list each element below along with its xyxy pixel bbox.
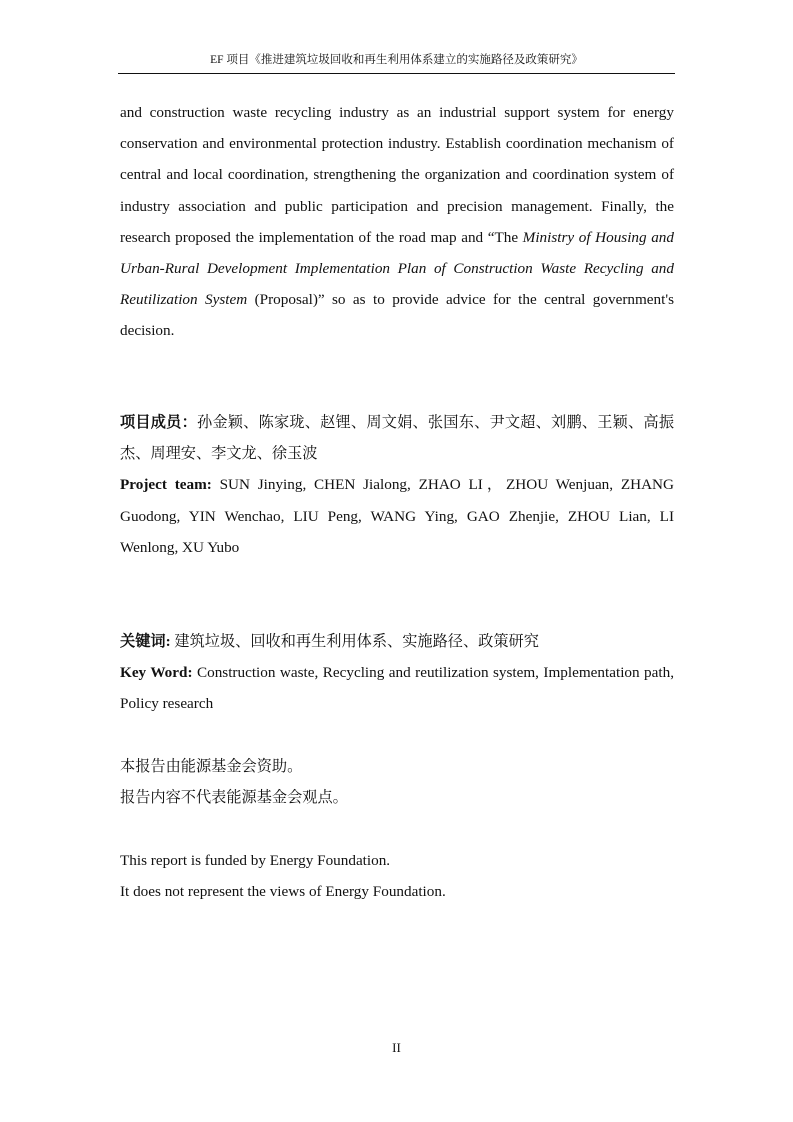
members-en-names: SUN Jinying, CHEN Jialong, ZHAO LI，ZHOU Wenjuan, ZHANG Guodong, YIN Wenchao, LIU Peng, WANG Ying, GAO Zhenjie, ZHOU Lian, LI Wenlong, XU Yubo — [120, 476, 674, 556]
members-cn-label: 项目成员： — [120, 414, 197, 431]
header-divider — [118, 73, 675, 74]
abstract-paragraph — [120, 97, 674, 347]
abstract-text-end: (Proposal)” so as to provide advice for the central government's decision. — [120, 291, 674, 340]
members-en-label: Project team: — [120, 476, 212, 494]
keywords-cn-terms: 建筑垃圾、回收和再生利用体系、实施路径、政策研究 — [170, 633, 539, 650]
funding-en-line2: It does not represent the views of Energy Foundation. — [120, 883, 446, 901]
plan-title: Ministry of Housing and Urban-Rural Development Implementation Plan of Construction Waste Recycling and Reutilization System — [120, 228, 674, 309]
members-en — [120, 469, 674, 563]
funding-statement-cn — [120, 751, 674, 813]
abstract-text: and construction waste recycling industry as an industrial support system for energy conservation and environmental protection industry. Establish coordination mechanism of central and local coordination, strengthening the organization and coordination system of industry association and public participation and precision management. Finally, the research proposed the implementation of the road map and “The — [120, 104, 674, 246]
keywords-section — [120, 626, 674, 720]
running-header: EF 项目《推进建筑垃圾回收和再生利用体系建立的实施路径及政策研究》 — [210, 54, 583, 66]
keywords-cn-label: 关键词: — [120, 633, 171, 650]
funding-en-line1: This report is funded by Energy Foundation. — [120, 852, 391, 869]
keywords-en-terms: Construction waste, Recycling and reutilization system, Implementation path, Policy research — [120, 664, 674, 713]
page-number: II — [392, 1040, 401, 1055]
keywords-en — [120, 657, 674, 719]
funding-cn-line2: 报告内容不代表能源基金会观点。 — [120, 789, 348, 807]
keywords-en-label: Key Word: — [120, 664, 193, 682]
funding-statement-en — [120, 845, 674, 907]
keywords-cn — [120, 626, 674, 657]
members-cn-names: 孙金颖、陈家珑、赵锂、周文娟、张国东、尹文超、刘鹏、王颖、高振杰、周理安、李文龙、徐玉波 — [120, 414, 675, 463]
project-members-section — [120, 407, 674, 563]
members-cn — [120, 407, 674, 469]
funding-cn-line1: 本报告由能源基金会资助。 — [120, 758, 303, 775]
